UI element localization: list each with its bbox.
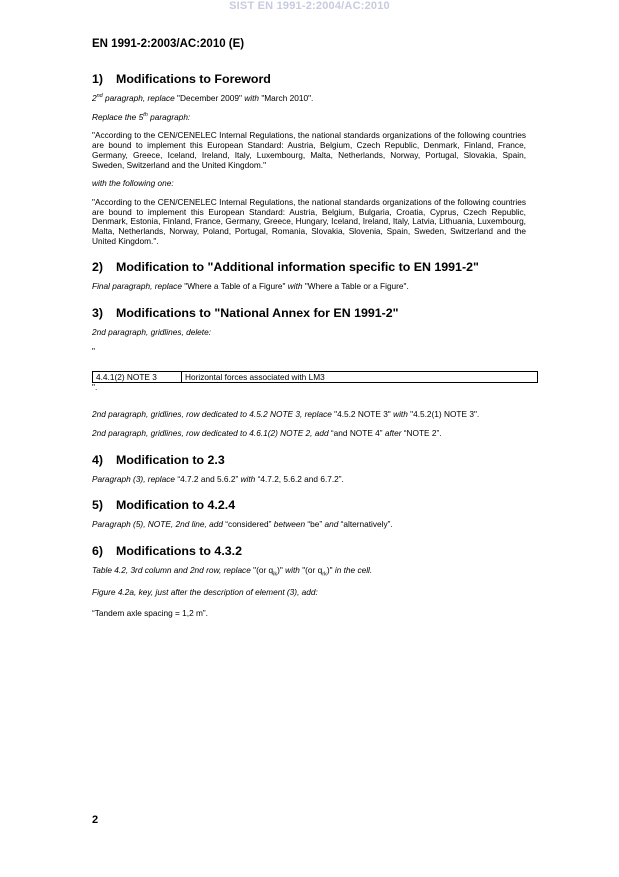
s1-para-2 — [92, 113, 526, 123]
section-5-number: 5) — [92, 498, 104, 513]
s1-p1-with: with — [241, 93, 262, 103]
s3-p2-instr: 2nd paragraph, gridlines, row dedicated to 4.5.2 NOTE 3, replace — [92, 409, 335, 420]
section-1-heading — [92, 72, 526, 86]
s1-p1-instr: paragraph, replace — [102, 93, 178, 103]
section-2-title: Modification to "Additional information specific to EN 1991-2" — [116, 260, 479, 275]
s1-p1-ordinal: 2 — [92, 93, 97, 103]
s4-old: “4.7.2 and 5.6.2” — [177, 473, 239, 484]
s1-para-1 — [92, 94, 526, 104]
s1-p2-sup: th — [143, 111, 148, 118]
s3-p2-old: "4.5.2 NOTE 3" — [334, 409, 391, 420]
section-4-title: Modification to 2.3 — [116, 452, 225, 467]
section-4-heading — [92, 453, 526, 467]
s6-para-3: “Tandem axle spacing = 1,2 m”. — [92, 608, 208, 619]
deleted-gridline-table — [92, 371, 538, 383]
s3-p3-add: “and NOTE 4” — [330, 427, 383, 438]
s6-p1-end: in the cell. — [332, 565, 373, 576]
s3-open-quote: " — [92, 345, 95, 356]
s5-add: “considered” — [225, 519, 272, 530]
s1-with-following-text: with the following one: — [92, 178, 174, 189]
s3-para-2 — [92, 410, 526, 420]
s4-new: “4.7.2, 5.6.2 and 6.7.2”. — [257, 473, 344, 484]
s4-instr-1: Paragraph (3), replace — [92, 473, 178, 484]
page-number: 2 — [92, 814, 99, 826]
s3-p3-after: after — [382, 427, 404, 438]
s1-p2-a: Replace the 5 — [92, 111, 144, 122]
s5-alternatively: “alternatively”. — [340, 519, 393, 530]
s2-with: with — [285, 281, 305, 292]
table-cell-clause: 4.4.1(2) NOTE 3 — [93, 371, 182, 382]
s2-para-1 — [92, 282, 526, 292]
section-6-heading — [92, 544, 526, 558]
s3-p1-text: 2nd paragraph, gridlines, delete: — [92, 327, 212, 338]
s1-with-following — [92, 179, 526, 189]
section-6-title: Modifications to 4.3.2 — [116, 544, 242, 559]
s1-p2-b: paragraph: — [147, 111, 191, 122]
section-4-number: 4) — [92, 452, 104, 467]
s6-p1-instr: Table 4.2, 3rd column and 2nd row, replace — [92, 565, 254, 576]
s3-para-3 — [92, 429, 526, 439]
section-6-number: 6) — [92, 544, 104, 559]
s2-new: "Where a Table or a Figure". — [304, 281, 409, 292]
section-2-number: 2) — [92, 260, 104, 275]
section-3-heading — [92, 306, 526, 320]
section-5-heading — [92, 498, 526, 512]
s4-para-1 — [92, 475, 526, 485]
s6-p1-new-sub: rk — [322, 571, 327, 578]
s4-with: with — [238, 473, 258, 484]
s6-p2-text: Figure 4.2a, key, just after the description of element (3), add: — [92, 586, 318, 597]
s2-old: "Where a Table of a Figure" — [184, 281, 286, 292]
s3-p3-end: “NOTE 2”. — [403, 427, 442, 438]
section-1-title: Modifications to Foreword — [116, 72, 271, 86]
s2-instr-1: Final paragraph, replace — [92, 281, 185, 292]
s1-quote-2: "According to the CEN/CENELEC Internal Regulations, the national standards organizations of the following countries are bound to implement this European Standard: Austria, Belgium, Bulgaria, Croatia, Cyprus, Czech Republic, Denmark, Estonia, Finland, France, Germany, Greece, Hungary, Iceland, Ireland, Italy, Latvia, Lithuania, Luxembourg, Malta, Netherlands, Norway, Poland, Portugal, Romania, Slovakia, Slovenia, Spain, Sweden, Switzerland and the United Kingdom.". — [92, 196, 526, 246]
s5-and: and — [322, 519, 341, 530]
watermark: SIST EN 1991-2:2004/AC:2010 — [229, 0, 390, 12]
section-3-title: Modifications to "National Annex for EN 1991-2" — [116, 306, 399, 321]
s5-between: between — [271, 519, 308, 530]
s3-close-quote: ". — [92, 381, 98, 392]
s3-p2-new: "4.5.2(1) NOTE 3". — [410, 409, 480, 420]
s6-p1-old-b: )" — [277, 565, 283, 576]
s1-quote-1: "According to the CEN/CENELEC Internal Regulations, the national standards organizations of the following countries are bound to implement this European Standard: Austria, Belgium, Czech Republic, Denmark, Finland, France, Germany, Greece, Iceland, Ireland, Italy, Luxembourg, Malta, Netherlands, Norway, Portugal, Slovakia, Spain, Sweden, Switzerland and the United Kingdom." — [92, 130, 526, 170]
table-cell-description: Horizontal forces associated with LM3 — [182, 371, 538, 382]
document-id: EN 1991-2:2003/AC:2010 (E) — [92, 38, 245, 50]
s5-instr-1: Paragraph (5), NOTE, 2nd line, add — [92, 519, 226, 530]
section-2-heading — [92, 260, 526, 274]
s3-p2-with: with — [390, 409, 411, 420]
section-5-title: Modification to 4.2.4 — [116, 498, 236, 513]
s3-para-1 — [92, 328, 526, 338]
s6-p1-with: with — [282, 565, 303, 576]
document-page — [92, 38, 526, 628]
section-1-number: 1) — [92, 72, 104, 86]
s6-p1-new-b: )" — [326, 565, 333, 576]
s6-para-1 — [92, 566, 526, 576]
s1-p1-new: "March 2010". — [261, 93, 314, 103]
section-3-number: 3) — [92, 306, 104, 321]
s6-para-2 — [92, 588, 526, 598]
s1-p1-sup: nd — [96, 93, 103, 100]
s6-p1-new-a: "(or q — [302, 565, 323, 576]
s5-be: “be” — [307, 519, 323, 530]
s3-p3-instr: 2nd paragraph, gridlines, row dedicated to 4.6.1(2) NOTE 2, add — [92, 427, 331, 438]
s6-p1-old-sub: ik — [273, 571, 278, 578]
s1-p1-old: "December 2009" — [177, 93, 242, 103]
table-row — [93, 371, 538, 382]
s6-p1-old-a: "(or q — [253, 565, 274, 576]
s5-para-1 — [92, 520, 526, 530]
